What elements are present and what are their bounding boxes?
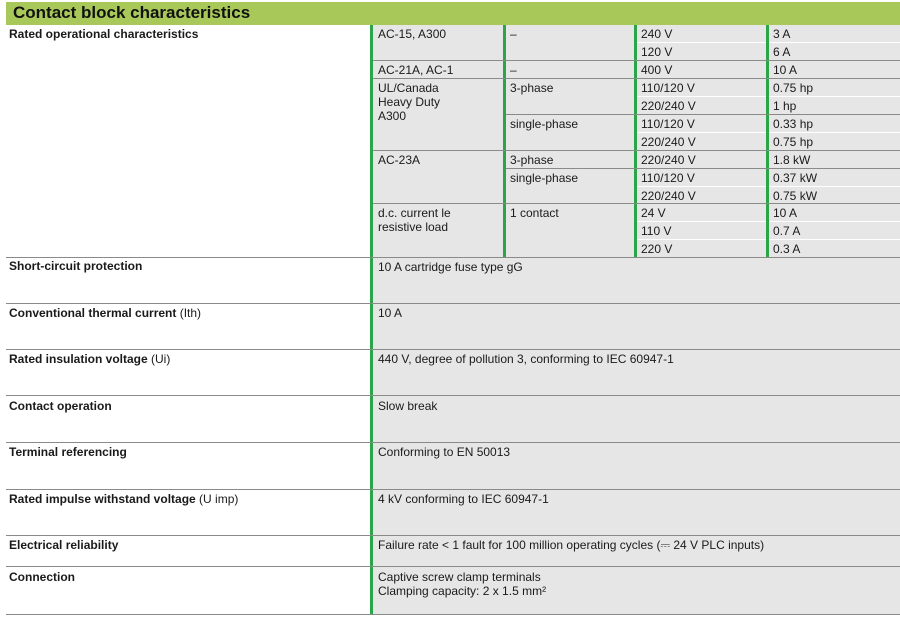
row-divider <box>769 96 900 97</box>
row-divider <box>769 186 900 187</box>
insulation-voltage-value: 440 V, degree of pollution 3, conforming to IEC 60947-1 <box>378 352 674 366</box>
voltage-cell: 220/240 V <box>641 189 696 203</box>
section-separator <box>370 443 373 489</box>
category-cell: resistive load <box>378 220 449 234</box>
connection-value-line2: Clamping capacity: 2 x 1.5 mm² <box>378 584 547 598</box>
voltage-cell: 24 V <box>641 206 666 220</box>
thermal-current-value-box <box>372 304 900 349</box>
section-title: Contact block characteristics <box>13 3 251 22</box>
section-separator <box>370 258 373 303</box>
current-cell: 10 A <box>773 206 798 220</box>
row-divider <box>637 132 766 133</box>
current-cell: 0.7 A <box>773 224 801 238</box>
section-separator <box>370 536 373 566</box>
category-cell: AC-23A <box>378 153 421 167</box>
voltage-cell: 110 V <box>641 224 672 238</box>
section-separator <box>370 304 373 349</box>
current-cell: 0.33 hp <box>773 117 814 131</box>
current-cell: 0.3 A <box>773 242 801 256</box>
voltage-cell: 120 V <box>641 45 673 59</box>
category-cell: Heavy Duty <box>378 95 441 109</box>
voltage-cell: 220 V <box>641 242 673 256</box>
row-divider <box>769 239 900 240</box>
subtype-cell: 3-phase <box>510 153 554 167</box>
voltage-cell: 240 V <box>641 27 673 41</box>
current-cell: 3 A <box>773 27 791 41</box>
category-cell: AC-15, A300 <box>378 27 447 41</box>
impulse-voltage-value: 4 kV conforming to IEC 60947-1 <box>378 492 549 506</box>
contact-operation-value-box <box>372 396 900 442</box>
subtype-cell: 1 contact <box>510 206 559 220</box>
section-separator <box>370 490 373 535</box>
contact-operation-value: Slow break <box>378 399 438 413</box>
row-divider <box>637 186 766 187</box>
impulse-voltage-label: Rated impulse withstand voltage (U imp) <box>9 492 239 506</box>
insulation-voltage-label: Rated insulation voltage (Ui) <box>9 352 171 366</box>
current-cell: 1 hp <box>773 99 797 113</box>
voltage-cell: 110/120 V <box>641 117 695 131</box>
thermal-current-value: 10 A <box>378 306 403 320</box>
row-divider <box>769 42 900 43</box>
category-cell: AC-21A, AC-1 <box>378 63 454 77</box>
voltage-cell: 400 V <box>641 63 673 77</box>
category-cell: A300 <box>378 109 407 123</box>
section-separator <box>370 350 373 395</box>
voltage-cell: 220/240 V <box>641 153 696 167</box>
section-separator <box>370 567 373 614</box>
row-divider <box>373 78 900 79</box>
current-cell: 0.37 kW <box>773 171 818 185</box>
connection-value: Captive screw clamp terminals <box>378 570 541 584</box>
row-divider <box>769 132 900 133</box>
subtype-cell: 3-phase <box>510 81 554 95</box>
row-divider <box>769 221 900 222</box>
voltage-cell: 110/120 V <box>641 171 695 185</box>
row-divider <box>637 221 766 222</box>
subtype-cell: single-phase <box>510 117 579 131</box>
row-divider <box>637 42 766 43</box>
rated-characteristics-label: Rated operational characteristics <box>9 27 199 41</box>
current-cell: 0.75 hp <box>773 135 814 149</box>
terminal-referencing-value: Conforming to EN 50013 <box>378 445 511 459</box>
subtype-cell: single-phase <box>510 171 579 185</box>
terminal-referencing-label: Terminal referencing <box>9 445 127 459</box>
row-divider <box>637 96 766 97</box>
electrical-reliability-label: Electrical reliability <box>9 538 119 552</box>
voltage-cell: 110/120 V <box>641 81 695 95</box>
row-divider <box>373 203 900 204</box>
current-cell: 6 A <box>773 45 791 59</box>
row-divider <box>373 60 900 61</box>
category-cell: d.c. current le <box>378 206 451 220</box>
voltage-cell: 220/240 V <box>641 99 696 113</box>
short-circuit-value: 10 A cartridge fuse type gG <box>378 260 523 274</box>
connection-label: Connection <box>9 570 75 584</box>
short-circuit-label: Short-circuit protection <box>9 259 143 273</box>
row-divider <box>506 168 900 169</box>
row-divider <box>506 114 900 115</box>
row-divider <box>637 239 766 240</box>
current-cell: 0.75 kW <box>773 189 818 203</box>
thermal-current-label: Conventional thermal current (Ith) <box>9 306 202 320</box>
category-cell: UL/Canada <box>378 81 439 95</box>
row-divider <box>373 150 900 151</box>
section-separator <box>370 396 373 442</box>
electrical-reliability-value: Failure rate < 1 fault for 100 million operating cycles (⎓ 24 V PLC inputs) <box>378 538 765 552</box>
voltage-cell: 220/240 V <box>641 135 696 149</box>
current-cell: 10 A <box>773 63 798 77</box>
contact-operation-label: Contact operation <box>9 399 112 413</box>
section-divider <box>6 614 900 615</box>
subtype-cell: – <box>510 27 517 41</box>
current-cell: 0.75 hp <box>773 81 814 95</box>
subtype-cell: – <box>510 63 517 77</box>
section-header <box>6 2 900 25</box>
current-cell: 1.8 kW <box>773 153 811 167</box>
